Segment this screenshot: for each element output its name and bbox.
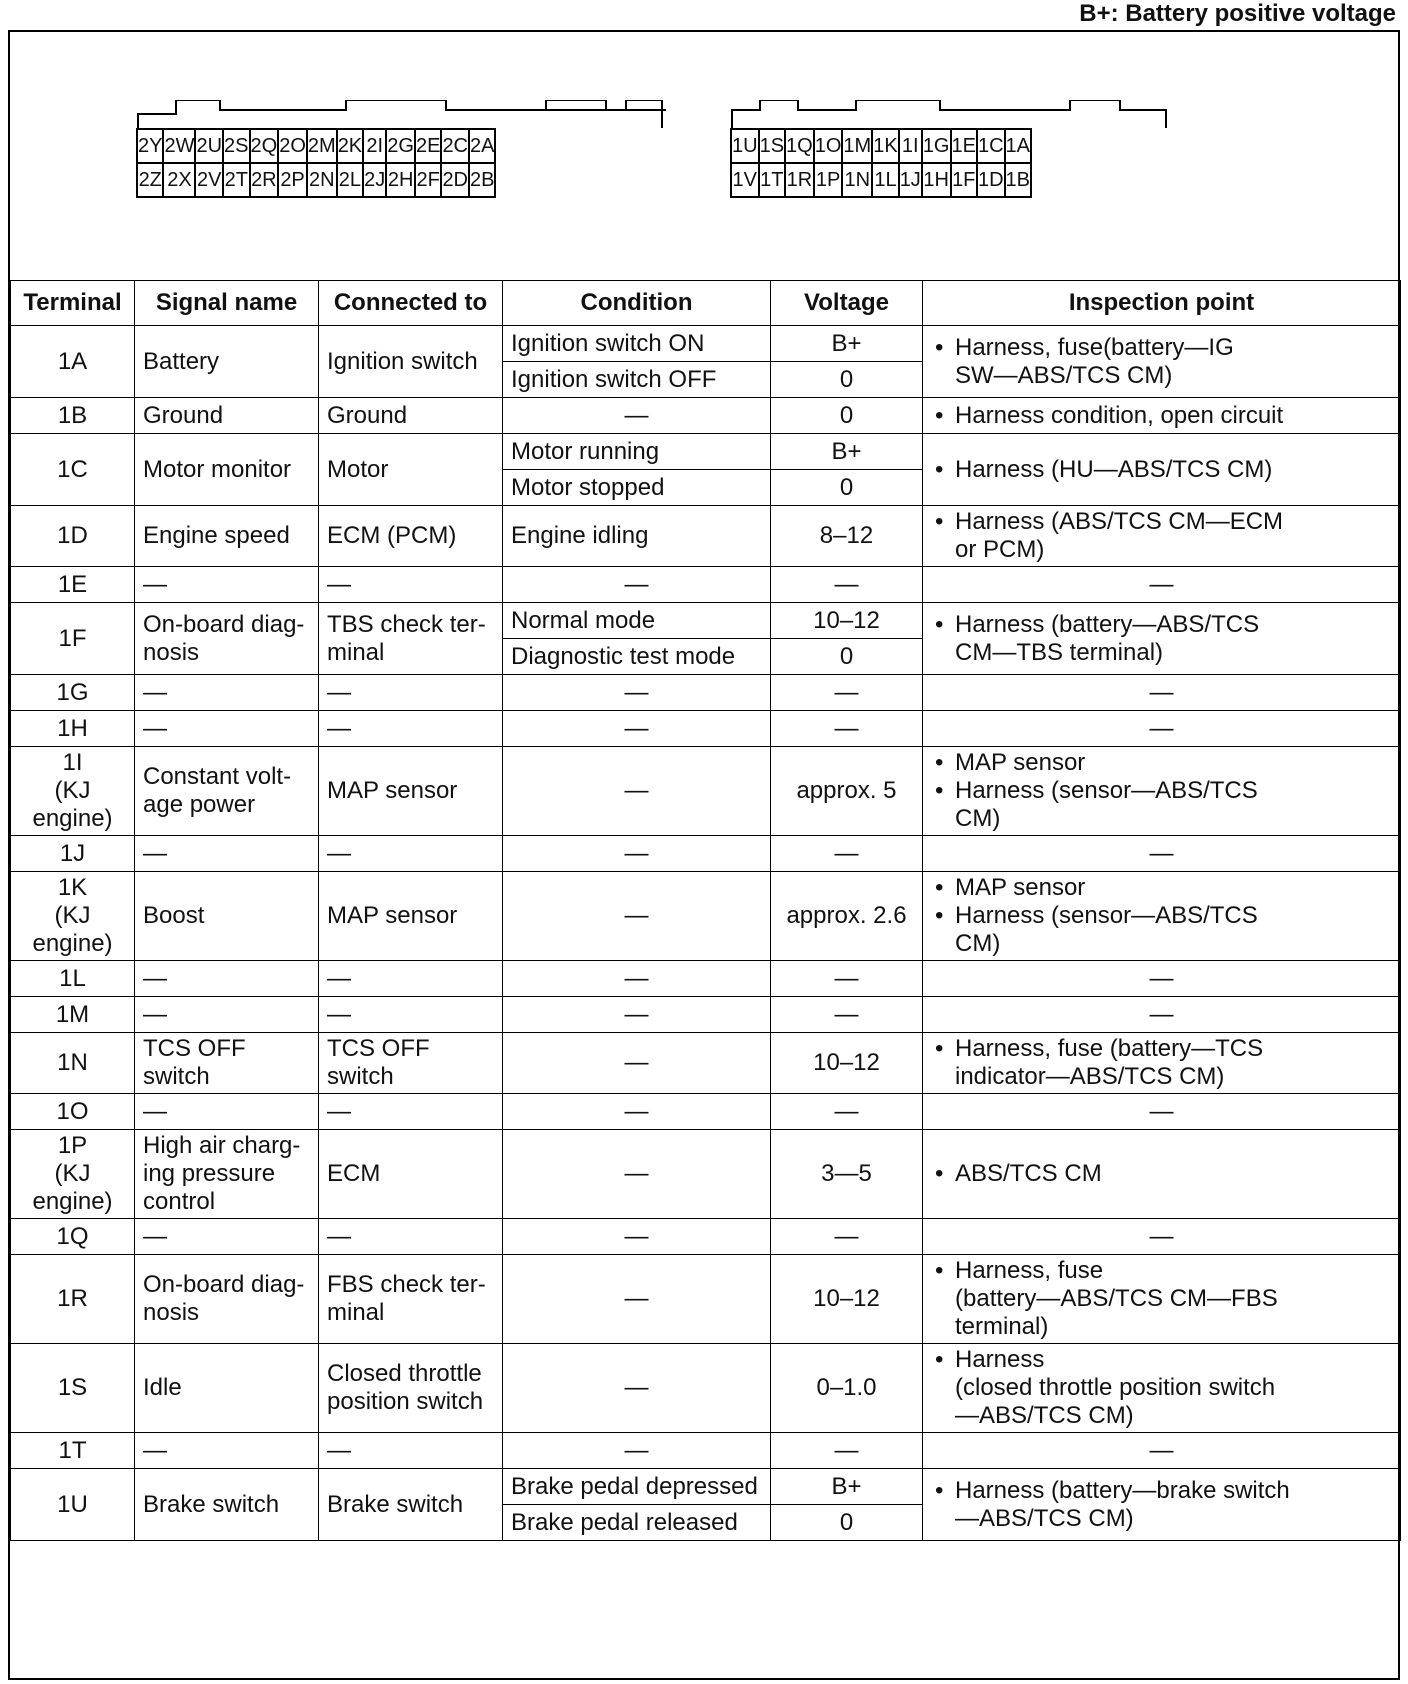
connector-pin: 2N <box>307 163 337 197</box>
connector-1-pins <box>730 128 1032 198</box>
inspection-point-cell <box>923 398 1401 434</box>
table-row <box>11 1219 1401 1255</box>
voltage-cell: 0–1.0 <box>771 1344 923 1433</box>
signal-name-cell: — <box>135 836 319 872</box>
terminal-cell: 1B <box>11 398 135 434</box>
connector-1-top-row <box>731 129 1031 163</box>
terminal-table-frame <box>8 30 1400 1680</box>
connected-to-cell: — <box>319 997 503 1033</box>
signal-name-cell: Idle <box>135 1344 319 1433</box>
connected-to-cell: — <box>319 675 503 711</box>
connected-to-cell: TBS check ter- minal <box>319 603 503 675</box>
signal-name-cell: — <box>135 997 319 1033</box>
voltage-cell: — <box>771 1433 923 1469</box>
terminal-cell: 1U <box>11 1469 135 1541</box>
table-row <box>11 961 1401 997</box>
connector-pin: 2R <box>250 163 279 197</box>
inspection-point-cell <box>923 326 1401 398</box>
table-row <box>11 1344 1401 1433</box>
voltage-cell: 0 <box>771 1505 923 1541</box>
voltage-cell: — <box>771 997 923 1033</box>
condition-cell: — <box>503 398 771 434</box>
connector-pin: 2L <box>337 163 363 197</box>
connector-2-pins <box>136 128 496 198</box>
connector-pin: 1I <box>899 129 922 163</box>
connector-pin: 1V <box>731 163 759 197</box>
connector-pin: 2E <box>415 129 441 163</box>
inspection-item: • Harness, fuse(battery—IG SW—ABS/TCS CM) <box>955 334 1392 390</box>
signal-name-cell: On-board diag- nosis <box>135 603 319 675</box>
inspection-point-cell: — <box>923 997 1401 1033</box>
terminal-cell: 1G <box>11 675 135 711</box>
connector-pin: 1M <box>842 129 872 163</box>
terminal-cell: 1I (KJ engine) <box>11 747 135 836</box>
condition-cell: — <box>503 961 771 997</box>
voltage-cell: — <box>771 1094 923 1130</box>
signal-name-cell: Motor monitor <box>135 434 319 506</box>
voltage-cell: 10–12 <box>771 1255 923 1344</box>
condition-cell: — <box>503 747 771 836</box>
condition-cell: Brake pedal depressed <box>503 1469 771 1505</box>
inspection-item: • MAP sensor <box>955 749 1392 777</box>
inspection-point-cell: — <box>923 1433 1401 1469</box>
inspection-item: • Harness (ABS/TCS CM—ECM or PCM) <box>955 508 1392 564</box>
inspection-point-cell <box>923 603 1401 675</box>
header-terminal: Terminal <box>11 281 135 326</box>
connector-pin: 2I <box>363 129 386 163</box>
table-row <box>11 711 1401 747</box>
inspection-point-cell: — <box>923 675 1401 711</box>
connector-pin: 1R <box>785 163 814 197</box>
inspection-list <box>931 749 1392 833</box>
connector-pin: 2J <box>363 163 386 197</box>
connector-pin: 2K <box>337 129 363 163</box>
inspection-item: • Harness (sensor—ABS/TCS CM) <box>955 777 1392 833</box>
voltage-cell: B+ <box>771 1469 923 1505</box>
connector-pin: 2C <box>441 129 469 163</box>
inspection-point-cell: — <box>923 1094 1401 1130</box>
connected-to-cell: ECM (PCM) <box>319 506 503 567</box>
terminal-cell: 1K (KJ engine) <box>11 872 135 961</box>
connected-to-cell: Motor <box>319 434 503 506</box>
terminal-cell: 1C <box>11 434 135 506</box>
inspection-list <box>931 334 1392 390</box>
connected-to-cell: Closed throttle position switch <box>319 1344 503 1433</box>
connector-pin: 1P <box>814 163 843 197</box>
connector-pin: 2H <box>386 163 415 197</box>
inspection-item: • Harness (battery—brake switch —ABS/TCS CM) <box>955 1477 1392 1533</box>
table-row <box>11 836 1401 872</box>
connector-pin: 1B <box>1005 163 1031 197</box>
voltage-cell: — <box>771 961 923 997</box>
inspection-list <box>931 1257 1392 1341</box>
terminal-cell: 1N <box>11 1033 135 1094</box>
inspection-item: • Harness (closed throttle position switch —ABS/TCS CM) <box>955 1346 1392 1430</box>
condition-cell: Brake pedal released <box>503 1505 771 1541</box>
connector-pin: 2F <box>415 163 441 197</box>
connector-pin: 2O <box>278 129 307 163</box>
inspection-list <box>931 508 1392 564</box>
table-row <box>11 1255 1401 1344</box>
table-row <box>11 1469 1401 1505</box>
condition-cell: — <box>503 1130 771 1219</box>
connected-to-cell: ECM <box>319 1130 503 1219</box>
connector-pin: 2B <box>469 163 495 197</box>
inspection-item: • Harness (sensor—ABS/TCS CM) <box>955 902 1392 958</box>
table-row <box>11 603 1401 639</box>
header-inspection-point: Inspection point <box>923 281 1401 326</box>
connector-1-bottom-row <box>731 163 1031 197</box>
signal-name-cell: — <box>135 567 319 603</box>
connector-pin: 1K <box>872 129 898 163</box>
inspection-point-cell <box>923 872 1401 961</box>
header-condition: Condition <box>503 281 771 326</box>
condition-cell: Motor running <box>503 434 771 470</box>
voltage-cell: 0 <box>771 639 923 675</box>
connector-pin: 2Z <box>137 163 163 197</box>
connector-pin: 2P <box>278 163 307 197</box>
signal-name-cell: High air charg- ing pressure control <box>135 1130 319 1219</box>
connector-pin: 1N <box>842 163 872 197</box>
table-row <box>11 567 1401 603</box>
condition-cell: — <box>503 1219 771 1255</box>
inspection-point-cell <box>923 1469 1401 1541</box>
terminal-cell: 1P (KJ engine) <box>11 1130 135 1219</box>
condition-cell: — <box>503 567 771 603</box>
connector-pin: 2Q <box>250 129 279 163</box>
signal-name-cell: Brake switch <box>135 1469 319 1541</box>
connector-pin: 2V <box>195 163 223 197</box>
terminal-cell: 1S <box>11 1344 135 1433</box>
voltage-cell: B+ <box>771 326 923 362</box>
voltage-cell: 10–12 <box>771 603 923 639</box>
signal-name-cell: TCS OFF switch <box>135 1033 319 1094</box>
signal-name-cell: — <box>135 675 319 711</box>
connected-to-cell: MAP sensor <box>319 872 503 961</box>
table-row <box>11 1433 1401 1469</box>
voltage-legend: B+: Battery positive voltage <box>1079 0 1396 27</box>
voltage-cell: B+ <box>771 434 923 470</box>
inspection-point-cell: — <box>923 567 1401 603</box>
connector-pin: 1H <box>922 163 951 197</box>
inspection-item: • Harness, fuse (battery—TCS indicator—ABS/TCS CM) <box>955 1035 1392 1091</box>
connector-pin: 2S <box>223 129 249 163</box>
terminal-cell: 1L <box>11 961 135 997</box>
connected-to-cell: Brake switch <box>319 1469 503 1541</box>
condition-cell: — <box>503 836 771 872</box>
condition-cell: — <box>503 1033 771 1094</box>
inspection-item: • Harness, fuse (battery—ABS/TCS CM—FBS terminal) <box>955 1257 1392 1341</box>
condition-cell: Engine idling <box>503 506 771 567</box>
connector-pin: 2T <box>223 163 249 197</box>
condition-cell: Ignition switch OFF <box>503 362 771 398</box>
connector-pin: 2M <box>307 129 337 163</box>
connector-pin: 2A <box>469 129 495 163</box>
voltage-cell: 10–12 <box>771 1033 923 1094</box>
connected-to-cell: FBS check ter- minal <box>319 1255 503 1344</box>
signal-name-cell: Engine speed <box>135 506 319 567</box>
voltage-cell: approx. 5 <box>771 747 923 836</box>
terminal-cell: 1J <box>11 836 135 872</box>
inspection-item: • Harness (HU—ABS/TCS CM) <box>955 456 1392 484</box>
connector-pin: 1S <box>759 129 785 163</box>
terminal-cell: 1D <box>11 506 135 567</box>
terminal-cell: 1H <box>11 711 135 747</box>
table-row <box>11 675 1401 711</box>
connector-2-bottom-row <box>137 163 495 197</box>
inspection-list <box>931 611 1392 667</box>
signal-name-cell: Battery <box>135 326 319 398</box>
connector-pin: 2G <box>386 129 415 163</box>
voltage-cell: 8–12 <box>771 506 923 567</box>
voltage-cell: 3—5 <box>771 1130 923 1219</box>
condition-cell: — <box>503 1433 771 1469</box>
voltage-cell: — <box>771 836 923 872</box>
condition-cell: Normal mode <box>503 603 771 639</box>
condition-cell: — <box>503 1344 771 1433</box>
condition-cell: — <box>503 872 771 961</box>
inspection-point-cell <box>923 1344 1401 1433</box>
header-connected-to: Connected to <box>319 281 503 326</box>
inspection-point-cell: — <box>923 711 1401 747</box>
connector-pin: 1J <box>899 163 922 197</box>
condition-cell: — <box>503 997 771 1033</box>
inspection-list <box>931 402 1392 430</box>
terminal-cell: 1O <box>11 1094 135 1130</box>
table-row <box>11 398 1401 434</box>
condition-cell: — <box>503 675 771 711</box>
inspection-point-cell: — <box>923 961 1401 997</box>
connected-to-cell: — <box>319 711 503 747</box>
voltage-cell: — <box>771 567 923 603</box>
table-row <box>11 872 1401 961</box>
inspection-list <box>931 1035 1392 1091</box>
connector-pin: 1F <box>951 163 977 197</box>
inspection-point-cell <box>923 1033 1401 1094</box>
inspection-item: • Harness condition, open circuit <box>955 402 1392 430</box>
connector-pin: 1D <box>977 163 1005 197</box>
inspection-list <box>931 456 1392 484</box>
connected-to-cell: Ignition switch <box>319 326 503 398</box>
table-row <box>11 434 1401 470</box>
connected-to-cell: — <box>319 1433 503 1469</box>
voltage-cell: — <box>771 675 923 711</box>
voltage-cell: — <box>771 711 923 747</box>
terminal-cell: 1F <box>11 603 135 675</box>
voltage-cell: 0 <box>771 362 923 398</box>
connector-diagram <box>10 32 1398 280</box>
connector-pin: 2D <box>441 163 469 197</box>
inspection-list <box>931 1346 1392 1430</box>
inspection-list <box>931 1477 1392 1533</box>
terminal-table <box>10 280 1401 1541</box>
signal-name-cell: — <box>135 1433 319 1469</box>
inspection-point-cell <box>923 506 1401 567</box>
connector-pin: 1G <box>922 129 951 163</box>
signal-name-cell: Constant volt- age power <box>135 747 319 836</box>
table-row <box>11 506 1401 567</box>
inspection-list <box>931 1160 1392 1188</box>
terminal-cell: 1Q <box>11 1219 135 1255</box>
connector-pin: 1E <box>951 129 977 163</box>
condition-cell: — <box>503 711 771 747</box>
terminal-cell: 1T <box>11 1433 135 1469</box>
connector-pin: 2Y <box>137 129 163 163</box>
inspection-item: • Harness (battery—ABS/TCS CM—TBS terminal) <box>955 611 1392 667</box>
header-voltage: Voltage <box>771 281 923 326</box>
connected-to-cell: Ground <box>319 398 503 434</box>
terminal-cell: 1R <box>11 1255 135 1344</box>
connected-to-cell: — <box>319 567 503 603</box>
inspection-item: • MAP sensor <box>955 874 1392 902</box>
condition-cell: Motor stopped <box>503 470 771 506</box>
voltage-cell: approx. 2.6 <box>771 872 923 961</box>
header-signal-name: Signal name <box>135 281 319 326</box>
table-row <box>11 747 1401 836</box>
table-row <box>11 997 1401 1033</box>
connector-pin: 1L <box>872 163 898 197</box>
table-row <box>11 1130 1401 1219</box>
connector-pin: 1T <box>759 163 785 197</box>
signal-name-cell: Ground <box>135 398 319 434</box>
inspection-point-cell: — <box>923 836 1401 872</box>
signal-name-cell: — <box>135 1094 319 1130</box>
inspection-item: • ABS/TCS CM <box>955 1160 1392 1188</box>
connected-to-cell: MAP sensor <box>319 747 503 836</box>
signal-name-cell: — <box>135 961 319 997</box>
connector-pin: 2U <box>195 129 223 163</box>
connected-to-cell: — <box>319 961 503 997</box>
connector-2-top-row <box>137 129 495 163</box>
terminal-cell: 1E <box>11 567 135 603</box>
table-row <box>11 326 1401 362</box>
condition-cell: — <box>503 1094 771 1130</box>
inspection-point-cell <box>923 747 1401 836</box>
signal-name-cell: — <box>135 711 319 747</box>
table-row <box>11 1094 1401 1130</box>
table-row <box>11 1033 1401 1094</box>
connected-to-cell: — <box>319 836 503 872</box>
terminal-cell: 1A <box>11 326 135 398</box>
inspection-list <box>931 874 1392 958</box>
voltage-cell: — <box>771 1219 923 1255</box>
voltage-cell: 0 <box>771 398 923 434</box>
connector-1-key-outline <box>730 100 1170 130</box>
connector-pin: 1Q <box>785 129 814 163</box>
connected-to-cell: TCS OFF switch <box>319 1033 503 1094</box>
connected-to-cell: — <box>319 1219 503 1255</box>
table-header-row <box>11 281 1401 326</box>
voltage-cell: 0 <box>771 470 923 506</box>
connector-pin: 2X <box>163 163 195 197</box>
connector-pin: 2W <box>163 129 195 163</box>
signal-name-cell: On-board diag- nosis <box>135 1255 319 1344</box>
connector-pin: 1C <box>977 129 1005 163</box>
condition-cell: Diagnostic test mode <box>503 639 771 675</box>
connector-2-key-outline <box>136 100 666 130</box>
connector-pin: 1A <box>1005 129 1031 163</box>
inspection-point-cell <box>923 1255 1401 1344</box>
connector-pin: 1O <box>814 129 843 163</box>
condition-cell: Ignition switch ON <box>503 326 771 362</box>
signal-name-cell: Boost <box>135 872 319 961</box>
inspection-point-cell <box>923 1130 1401 1219</box>
terminal-cell: 1M <box>11 997 135 1033</box>
signal-name-cell: — <box>135 1219 319 1255</box>
inspection-point-cell <box>923 434 1401 506</box>
condition-cell: — <box>503 1255 771 1344</box>
connected-to-cell: — <box>319 1094 503 1130</box>
inspection-point-cell: — <box>923 1219 1401 1255</box>
connector-pin: 1U <box>731 129 759 163</box>
